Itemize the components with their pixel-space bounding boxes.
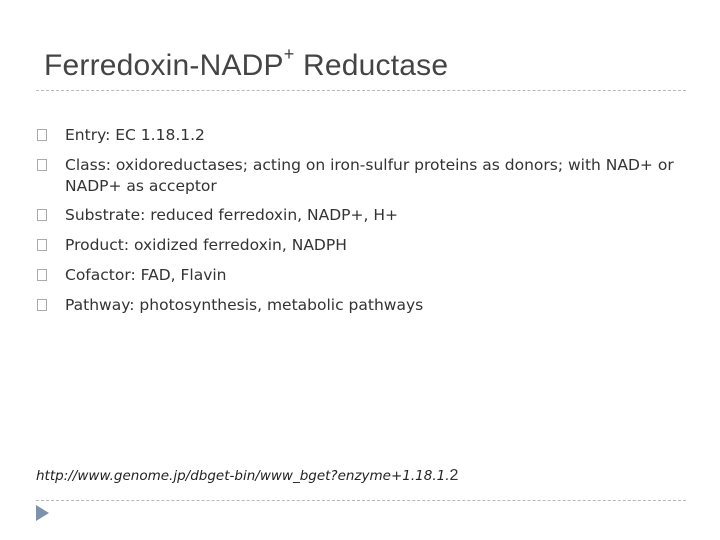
slide-title: [44, 44, 449, 83]
bullet-box-icon: [37, 269, 47, 281]
bullet-text: Cofactor: FAD, Flavin: [65, 266, 227, 284]
bullet-text: Pathway: photosynthesis, metabolic pathways: [65, 296, 424, 314]
footer-divider: [36, 500, 686, 501]
bullet-box-icon: [37, 159, 47, 171]
bullet-box-icon: [37, 299, 47, 311]
bullet-box-icon: [37, 209, 47, 221]
title-superscript: +: [283, 44, 295, 64]
bullet-text: Product: oxidized ferredoxin, NADPH: [65, 236, 347, 254]
bullet-product: [37, 235, 687, 256]
title-divider: [36, 90, 686, 91]
title-main: Ferredoxin-NADP: [44, 49, 284, 82]
bullet-list: [37, 125, 687, 325]
source-url-suffix[interactable]: 2: [449, 467, 459, 484]
bullet-pathway: [37, 295, 687, 316]
bullet-substrate: [37, 205, 687, 226]
bullet-box-icon: [37, 239, 47, 251]
bullet-text: Class: oxidoreductases; acting on iron-sulfur proteins as donors; with NAD+ or NADP+ as acceptor: [65, 156, 674, 195]
bullet-class: [37, 155, 687, 197]
bullet-box-icon: [37, 129, 47, 141]
bullet-cofactor: [37, 265, 687, 286]
bullet-entry: [37, 125, 687, 146]
source-url-link[interactable]: [36, 467, 458, 485]
title-suffix: Reductase: [294, 49, 449, 82]
bullet-text: Substrate: reduced ferredoxin, NADP+, H+: [65, 206, 398, 224]
bullet-text: Entry: EC 1.18.1.2: [65, 126, 205, 144]
source-url-main[interactable]: http://www.genome.jp/dbget-bin/www_bget?enzyme+1.18.1.: [36, 468, 450, 484]
next-slide-arrow-icon[interactable]: [36, 505, 49, 521]
